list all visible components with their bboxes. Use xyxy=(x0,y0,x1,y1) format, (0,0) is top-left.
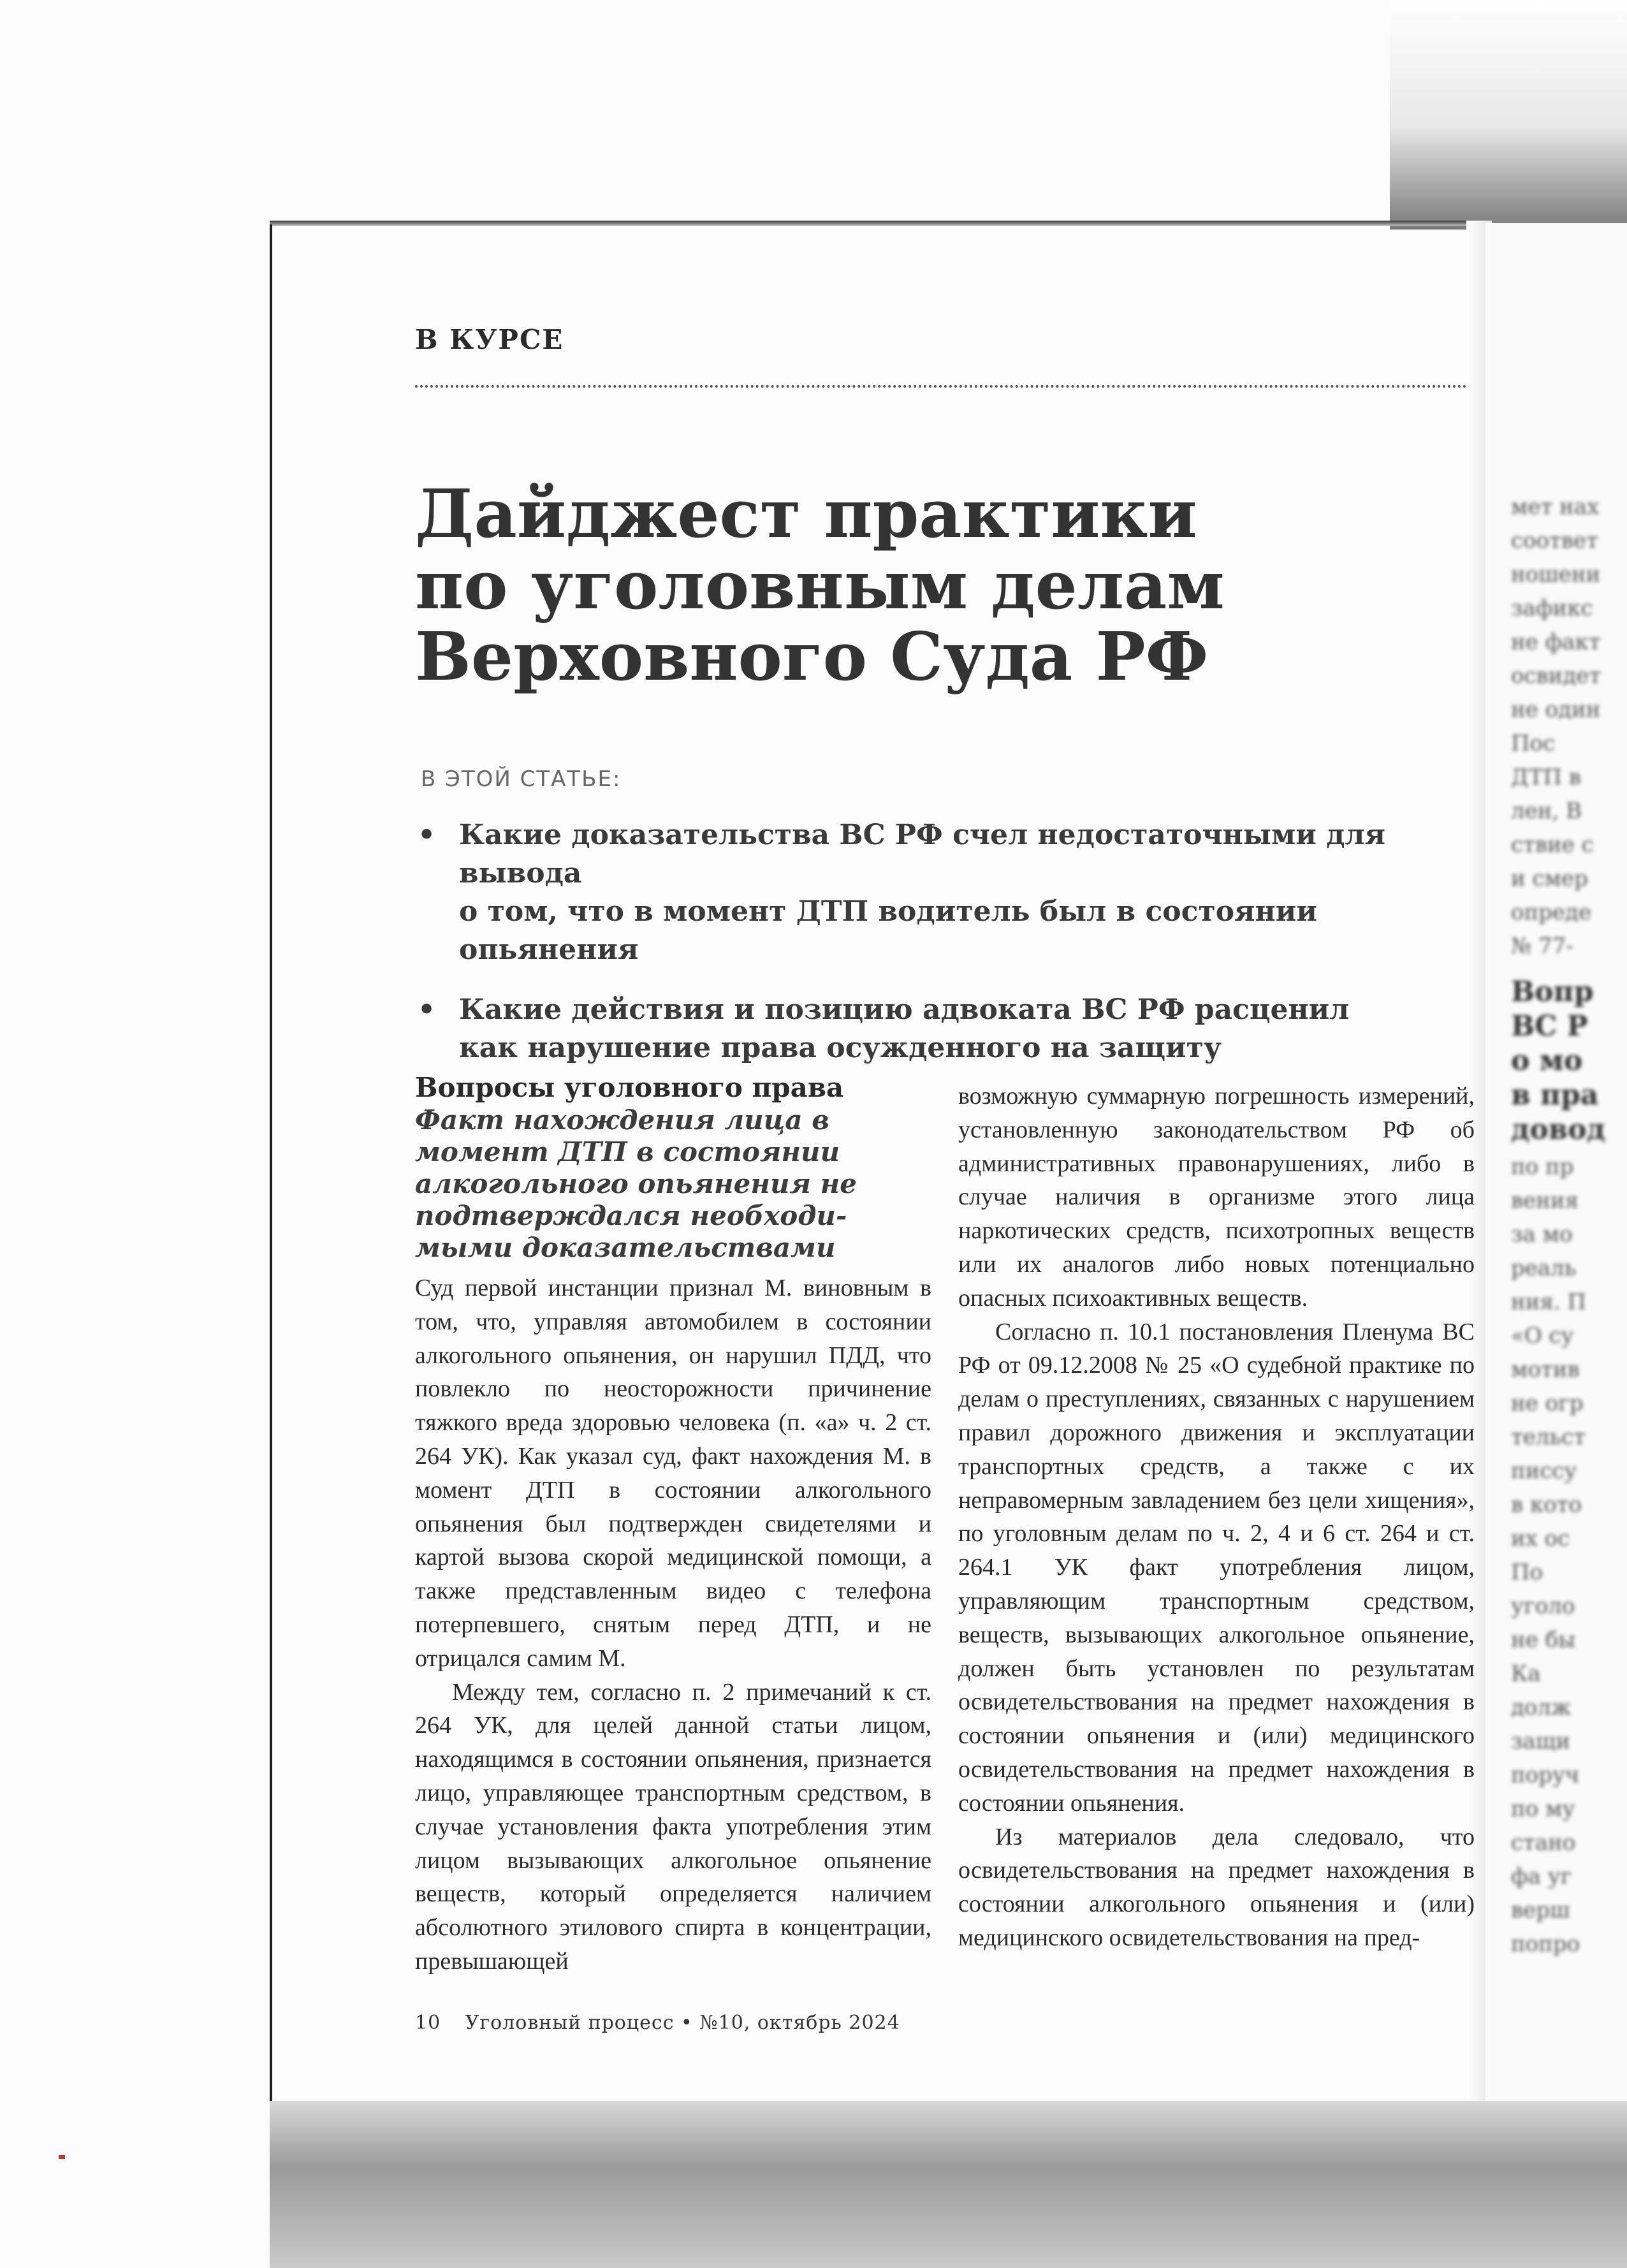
highlight-line: о том, что в момент ДТП водитель был в состоянии опьянения xyxy=(459,895,1318,966)
journal-info: Уголовный процесс • №10, октябрь 2024 xyxy=(465,2012,900,2034)
article-title-line: Дайджест практики xyxy=(415,474,1197,553)
scan-shadow-bottom xyxy=(270,2101,1627,2268)
page-top-edge xyxy=(270,221,1468,226)
bullet-icon: • xyxy=(418,993,436,1026)
page-footer xyxy=(415,2012,900,2034)
article-title-line: Верховного Суда РФ xyxy=(415,617,1209,696)
article-highlights xyxy=(418,816,1463,1089)
adjacent-page-blurred: мет нах соответ ношени зафикс не факт освидет не один Пос ДТП в лен, В ствие с и смер опреде № 77- Вопр ВС Р о мо в пра довод по пр вения за мо реаль ния. П «О су мотив не огр тельст писсу в кото их ос По уголо не бы Ка долж защи поруч по му стано фа уг верш попро xyxy=(1485,223,1627,2104)
section-subheading: Факт нахождения лица в момент ДТП в состоянии алкогольного опьянения не подтверждался необходи-мыми доказательствами xyxy=(415,1104,857,1263)
section-label: В КУРСЕ xyxy=(415,324,564,355)
body-paragraph: Из материалов дела следовало, что освидетельствования на предмет нахождения в состоянии алкогольного опьянения и (или) медицинского освидетельствования на пред- xyxy=(958,1823,1475,1951)
section-heading: Вопросы уголовного права xyxy=(415,1072,844,1103)
body-paragraph: Суд первой инстанции признал М. виновным в том, что, управляя автомобилем в состоянии алкогольного опьянения, он нарушил ПДД, что повлекло по неосторожности причинение тяжкого вреда здоровью человека (п. «а» ч. 2 ст. 264 УК). Как указал суд, факт нахождения М. в момент ДТП в состоянии алкогольного опьянения был подтвержден свидетелями и картой вызова скорой медицинской помощи, а также представленным видео с телефона потерпевшего, снятым перед ДТП, и не отрицался самим М. xyxy=(415,1275,931,1672)
page-left-edge xyxy=(270,224,272,2112)
scan-mark xyxy=(59,2155,65,2159)
highlight-line: Какие действия и позицию адвоката ВС РФ расценил xyxy=(459,993,1350,1026)
scan-shadow-top xyxy=(1390,0,1627,230)
body-paragraph: Между тем, согласно п. 2 примечаний к ст. 264 УК, для целей данной статьи лицом, находящимся в состоянии опьянения, признается лицо, управляющее транспортным средством, в случае установления факта употребления этим лицом вызывающих алкогольное опьянение веществ, который определяется наличием абсолютного этилового спирта в концентрации, превышающей xyxy=(415,1678,931,1975)
article-title-line: по уголовным делам xyxy=(415,546,1225,624)
left-column xyxy=(415,1071,931,1979)
dotted-divider xyxy=(415,385,1467,388)
body-paragraph: Согласно п. 10.1 постановления Пленума ВС РФ от 09.12.2008 № 25 «О судебной практике по делам о преступлениях, связанных с нарушением правил дорожного движения и эксплуатации транспортных средств, а также с их неправомерным завладением без цели хищения», по уголовным делам по ч. 2, 4 и 6 ст. 264 и ст. 264.1 УК факт употребления лицом, управляющим транспортным средством, веществ, вызывающих алкогольное опьянение, должен быть установлен по результатам освидетельствования на предмет нахождения в состоянии опьянения и (или) медицинского освидетельствования на предмет нахождения в состоянии опьянения. xyxy=(958,1318,1475,1817)
article-title xyxy=(415,474,1371,696)
page-number: 10 xyxy=(415,2012,441,2034)
highlight-line: как нарушение права осужденного на защиту xyxy=(459,1032,1222,1064)
highlight-item xyxy=(418,816,1463,969)
highlight-item xyxy=(418,991,1463,1067)
bullet-icon: • xyxy=(418,819,436,851)
body-paragraph: возможную суммарную погрешность измерений, установленную законодательством РФ об административных правонарушениях, либо в случае наличия в организме этого лица наркотических средств, психотропных веществ или их аналогов либо новых потенциально опасных психоактивных веществ. xyxy=(958,1083,1475,1312)
highlight-line: Какие доказательства ВС РФ счел недостаточными для вывода xyxy=(459,819,1386,889)
in-article-label: В ЭТОЙ СТАТЬЕ: xyxy=(421,766,622,792)
right-column xyxy=(958,1079,1475,1955)
